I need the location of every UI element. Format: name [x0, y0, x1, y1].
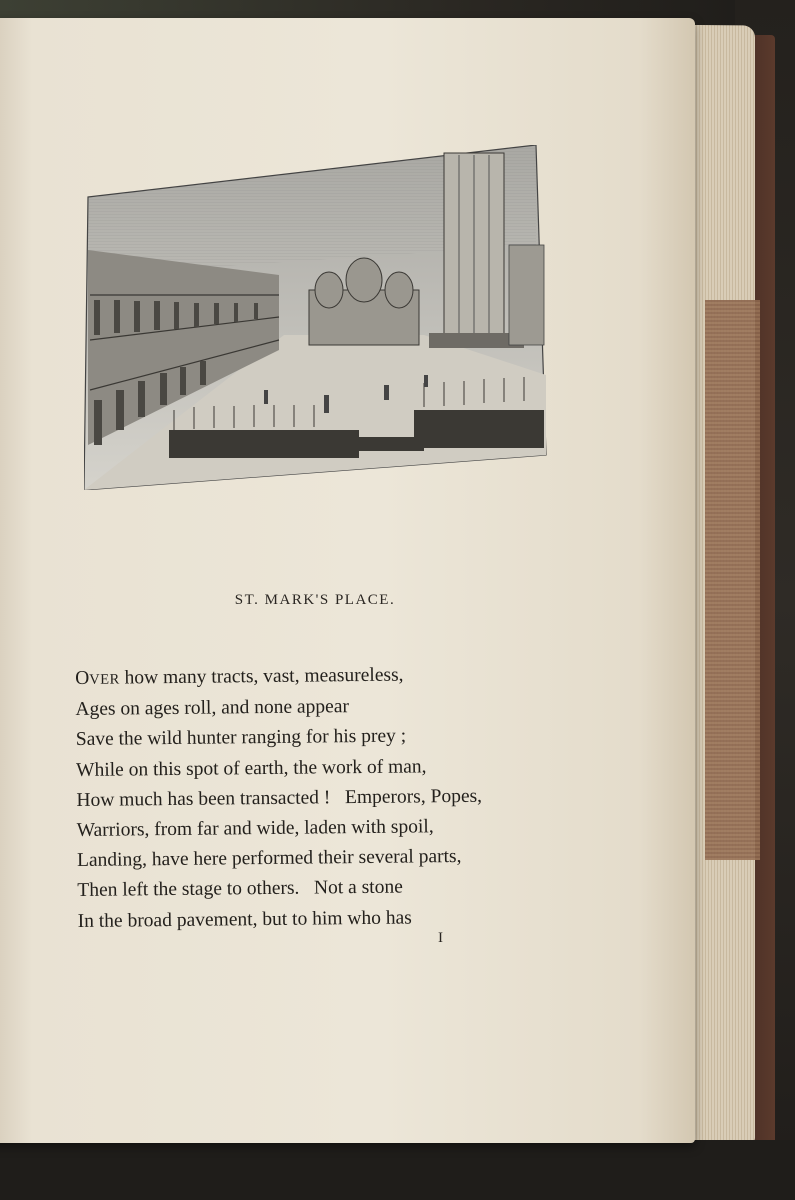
poem-line: While on this spot of earth, the work of man, — [76, 755, 427, 781]
poem-text — [75, 658, 638, 937]
poem-line: Ages on ages roll, and none appear — [75, 696, 350, 721]
engraving-illustration — [84, 145, 548, 490]
first-line-rest: how many tracts, vast, measureless, — [119, 664, 404, 689]
cloth-binding — [705, 300, 760, 860]
drop-word-cap: O — [75, 667, 90, 689]
poem-line: In the broad pavement, but to him who has — [77, 907, 412, 932]
poem-line: Landing, have here performed their several parts, — [76, 846, 462, 872]
page-number: I — [438, 930, 443, 946]
poem-line: Save the wild hunter ranging for his prey ; — [75, 725, 407, 751]
table-surface — [0, 1140, 795, 1200]
poem-line: Then left the stage to others. Not a stone — [77, 877, 403, 902]
page-title: ST. MARK'S PLACE. — [234, 592, 396, 608]
poem-line: Warriors, from far and wide, laden with spoil, — [76, 816, 434, 842]
drop-word-rest: VER — [89, 671, 120, 688]
poem-line: How much has been transacted ! Emperors, Popes, — [76, 785, 483, 811]
